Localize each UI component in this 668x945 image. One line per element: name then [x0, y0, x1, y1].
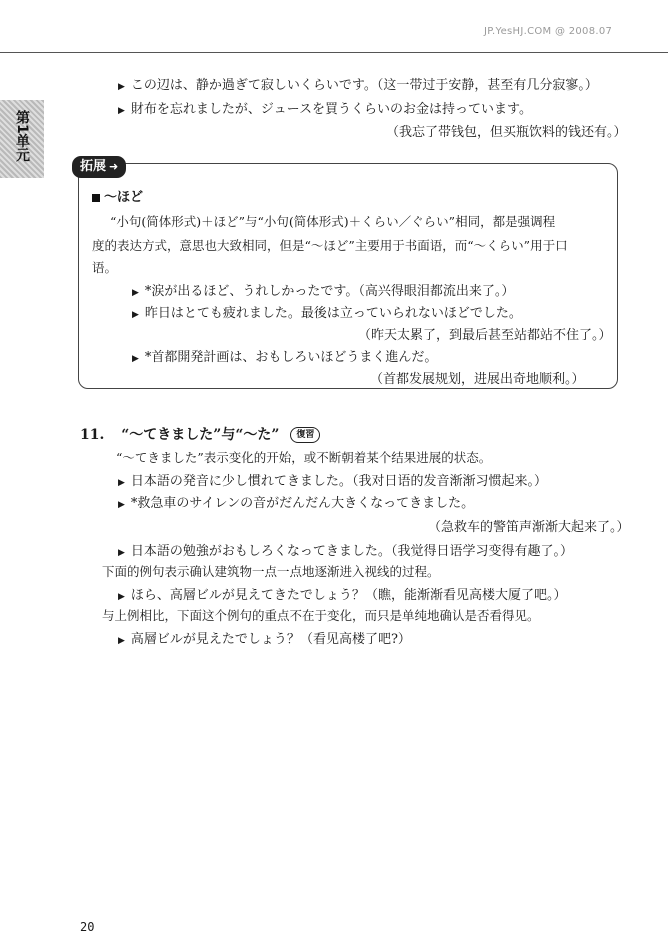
example-line	[118, 492, 474, 511]
example-cn: （瞧，能渐渐看见高楼大厦了吧。）	[364, 588, 567, 603]
section-text: 与上例相比，下面这个例句的重点不在于变化，而只是单纯地确认是否看得见。	[102, 608, 540, 623]
box-paragraph-line: “小句(简体形式)＋ほど”与“小句(简体形式)＋くらい／ぐらい”相同，都是强调程	[110, 214, 556, 229]
unit-side-tab-label: 第1单元	[14, 110, 30, 162]
example-jp: ほら、高層ビルが見えてきたでしょう？	[130, 588, 365, 603]
watermark: JP.YesHJ.COM @ 2008.07	[484, 26, 613, 37]
example-line	[118, 98, 532, 117]
example-line	[118, 584, 566, 603]
bullet-icon: ▶	[118, 82, 125, 92]
arrow-icon: ➜	[109, 160, 119, 173]
bullet-icon: ▶	[118, 636, 125, 646]
bullet-icon: ▶	[132, 288, 139, 298]
example-jp: 財布を忘れましたが、ジュースを買うくらいのお金は持っています。	[130, 102, 532, 117]
example-jp: *首都開発計画は、おもしろいほどうまく進んだ。	[144, 350, 438, 365]
example-jp: *救急車のサイレンの音がだんだん大きくなってきました。	[130, 496, 475, 511]
bullet-icon: ▶	[118, 106, 125, 116]
example-line	[118, 470, 547, 489]
bullet-icon: ▶	[132, 310, 139, 320]
box-paragraph-line: 度的表达方式，意思也大致相同，但是“～ほど”主要用于书面语，而“～くらい”用于口	[92, 238, 568, 253]
example-line	[118, 540, 573, 559]
box-example	[132, 280, 514, 299]
section-title	[80, 424, 320, 444]
bullet-icon: ▶	[118, 592, 125, 602]
example-cn: （我对日语的发音渐渐习惯起来。）	[351, 474, 547, 489]
example-cn: （我觉得日语学习变得有趣了。）	[390, 544, 573, 559]
box-paragraph-line: 语。	[92, 260, 118, 275]
example-jp: 昨日はとても疲れました。最後は立っていられないほどでした。	[144, 306, 522, 321]
expansion-tag	[72, 156, 126, 178]
square-bullet-icon	[92, 194, 100, 202]
bullet-icon: ▶	[132, 354, 139, 364]
bullet-icon: ▶	[118, 548, 125, 558]
page-number: 20	[80, 920, 95, 934]
review-badge: 復習	[290, 427, 320, 443]
box-example	[132, 302, 522, 321]
example-cn: （首都发展规划，进展出奇地顺利。）	[370, 372, 585, 387]
header-rule	[0, 52, 668, 53]
example-line	[118, 628, 411, 647]
example-jp: この辺は、静か過ぎて寂しいくらいです。	[130, 78, 377, 93]
bullet-icon: ▶	[118, 478, 125, 488]
box-heading	[92, 186, 143, 205]
section-text: 下面的例句表示确认建筑物一点一点地逐渐进入视线的过程。	[102, 564, 440, 579]
section-intro: “～てきました”表示变化的开始，或不断朝着某个结果进展的状态。	[116, 450, 492, 465]
expansion-tag-label: 拓展	[80, 159, 107, 174]
section-number: 11.	[80, 427, 105, 443]
box-heading-text: ～ほど	[104, 190, 144, 205]
bullet-icon: ▶	[118, 500, 125, 510]
example-jp: 日本語の発音に少し慣れてきました。	[130, 474, 352, 489]
example-cn: （我忘了带钱包，但买瓶饮料的钱还有。）	[386, 125, 627, 140]
example-jp: 高層ビルが見えたでしょう？	[130, 632, 300, 647]
example-cn: （昨天太累了，到最后甚至站都站不住了。）	[358, 328, 612, 343]
example-cn: （看见高楼了吧?）	[299, 632, 411, 647]
example-cn: （这一带过于安静，甚至有几分寂寥。）	[376, 78, 598, 93]
example-jp: *涙が出るほど、うれしかったです。	[144, 284, 359, 299]
example-cn: （急救车的警笛声渐渐大起来了。）	[428, 520, 630, 535]
example-line	[118, 74, 598, 93]
section-title-text: “～てきました”与“～た”	[121, 427, 280, 443]
example-jp: 日本語の勉強がおもしろくなってきました。	[130, 544, 391, 559]
box-example	[132, 346, 437, 365]
example-cn: （高兴得眼泪都流出来了。）	[358, 284, 515, 299]
